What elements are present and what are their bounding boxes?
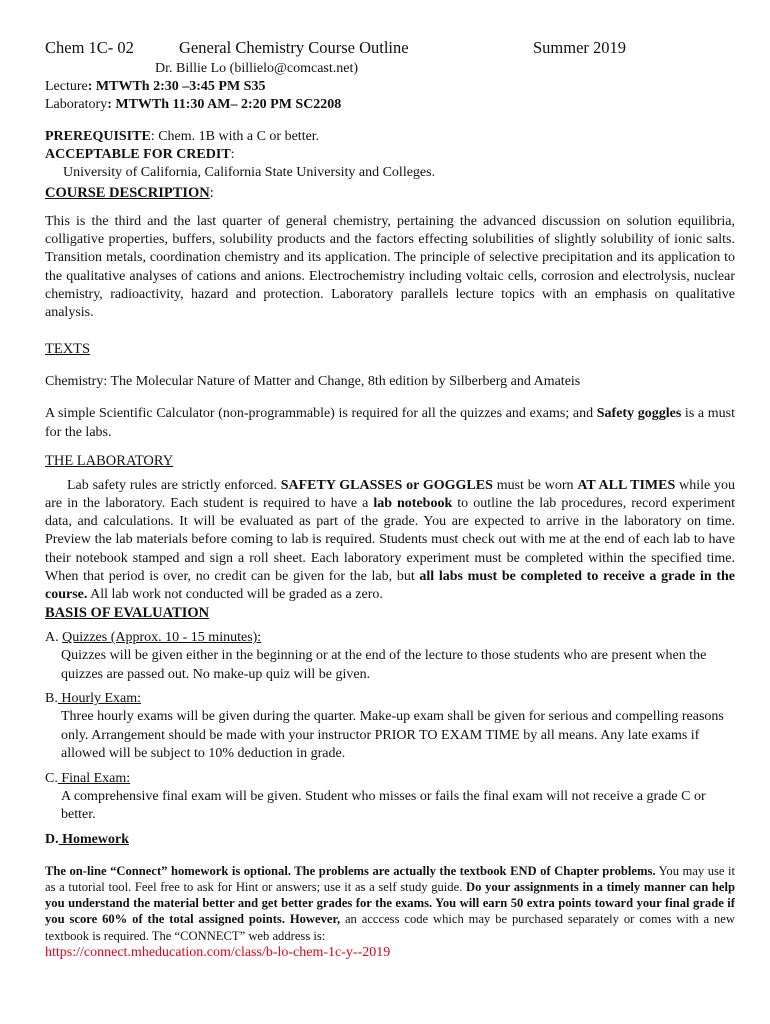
safety-goggles-text: Safety goggles <box>596 406 682 422</box>
lab-text-3: while you are in the laboratory. Each student is required to have a <box>45 477 735 512</box>
lab-label: Laboratory <box>45 97 108 112</box>
lab-text-1: Lab safety rules are strictly enforced. <box>67 477 281 493</box>
lecture-label: Lecture <box>45 79 88 94</box>
quizzes-letter: A. <box>45 630 63 646</box>
homework-title: Homework <box>58 831 130 847</box>
homework-text-1: You may use it as a tutorial tool. Feel free to ask for Hint or answers; use it as a self study guide. <box>45 863 735 894</box>
homework-body <box>45 863 735 944</box>
document-header <box>45 38 735 60</box>
course-outline-page <box>45 38 735 962</box>
final-exam-heading <box>45 770 735 788</box>
final-title: Final Exam: <box>57 770 131 786</box>
connect-url-link[interactable]: https://connect.mheducation.com/class/b-lo-chem-1c-y--2019 <box>45 944 391 960</box>
lab-bold-4: all labs must be completed to receive a grade in the course. <box>45 568 735 603</box>
lab-line <box>45 96 735 114</box>
quizzes-title: Quizzes (Approx. 10 - 15 minutes): <box>62 630 262 646</box>
course-code: Chem 1C- 02 <box>45 38 134 57</box>
calculator-text: A simple Scientific Calculator (non-programmable) is required for all the quizzes and exams; and <box>45 406 597 422</box>
final-exam-body: A comprehensive final exam will be given. Student who misses or fails the final exam will not receive a grade C or better. <box>61 788 706 823</box>
lab-value: : MTWTh 11:30 AM– 2:20 PM SC2208 <box>107 97 342 112</box>
course-description-title: COURSE DESCRIPTION <box>45 185 210 201</box>
prerequisite-value: : Chem. 1B with a C or better. <box>150 129 320 144</box>
lecture-value: : MTWTh 2:30 –3:45 PM S35 <box>87 79 266 94</box>
hourly-title: Hourly Exam: <box>57 691 142 707</box>
lab-bold-3: lab notebook <box>373 496 453 512</box>
lab-bold-1: SAFETY GLASSES or GOGGLES <box>280 477 493 493</box>
prerequisite-line <box>45 128 735 146</box>
calculator-text-end: is a must for the labs. <box>45 406 735 440</box>
term: Summer 2019 <box>533 38 627 57</box>
hourly-letter: B. <box>45 691 58 707</box>
course-description-colon: : <box>209 185 214 201</box>
final-letter: C. <box>45 770 58 786</box>
quizzes-heading <box>45 629 735 647</box>
prerequisite-label: PREREQUISITE <box>45 129 151 144</box>
calculator-note <box>45 405 735 441</box>
homework-heading <box>45 831 735 849</box>
hourly-exam-body: Three hourly exams will be given during the quarter. Make-up exam shall be given for serious and compelling reasons only. Arrangement should be made with your instructor PRIOR TO EXAM TIME by all means. Any late exams if allowed will be subject to 10% deduction in grade. <box>61 709 724 762</box>
lab-bold-2: AT ALL TIMES <box>577 477 676 493</box>
laboratory-heading: THE LABORATORY <box>45 452 174 469</box>
hourly-exam-heading <box>45 690 735 708</box>
texts-heading: TEXTS <box>45 341 91 358</box>
lab-text-2: must be worn <box>492 477 578 493</box>
lab-text-4: to outline the lab procedures, record experiment data, and calculations. It will be evaluated as part of the grade. You are expected to arrive in the laboratory on time. Preview the lab materials before coming to lab is required. Students must check out with me at the end of each lab to have their notebook stamped and sign a roll sheet. Each laboratory experiment must be completed within the specified time. When that period is over, no credit can be given for the lab, but <box>45 496 735 584</box>
homework-text-2: an acccess code which may be purchased separately or comes with a new textbook is required. The “CONNECT” web address is: <box>45 912 735 943</box>
course-title: General Chemistry Course Outline <box>179 38 409 57</box>
course-description-heading <box>45 184 735 203</box>
evaluation-heading: BASIS OF EVALUATION <box>45 605 210 622</box>
lab-text-5: All lab work not conducted will be graded as a zero. <box>87 587 383 603</box>
homework-bold-1: The on-line “Connect” homework is optional. The problems are actually the textbook END of Chapter problems. <box>45 863 656 878</box>
quizzes-body: Quizzes will be given either in the beginning or at the end of the lecture to those students who are present when the quizzes are passed out. No make-up quiz will be given. <box>61 648 707 682</box>
credit-colon: : <box>230 147 235 162</box>
lecture-line <box>45 78 735 96</box>
homework-bold-2: Do your assignments in a timely manner can help you understand the material better and get better grades for the exams. You will earn 50 extra points toward your final grade if you score 60% of the total assigned points. However, <box>45 879 735 927</box>
course-description-body: This is the third and the last quarter of general chemistry, pertaining the advanced discussion on solution equilibria, colligative properties, buffers, solubility products and the factors effecting solubilities of slightly solubility of ionic salts. Transition metals, coordination chemistry and its application. The principle of selective precipitation and its application to the qualitative analyses of cations and anions. Electrochemistry including voltaic cells, corrosion and electrolysis, nuclear chemistry, radioactivity, hazard and protection. Laboratory parallels lecture topics with an emphasis on qualitative analysis. <box>45 214 735 321</box>
homework-letter: D. <box>45 831 59 847</box>
credit-line <box>45 146 735 164</box>
textbook-line: Chemistry: The Molecular Nature of Matter and Change, 8th edition by Silberberg and Amateis <box>45 374 581 390</box>
laboratory-body <box>45 477 735 604</box>
instructor-line: Dr. Billie Lo (billielo@comcast.net) <box>155 61 359 76</box>
credit-label: ACCEPTABLE FOR CREDIT <box>45 147 231 162</box>
credit-value: University of California, California State University and Colleges. <box>63 165 436 180</box>
